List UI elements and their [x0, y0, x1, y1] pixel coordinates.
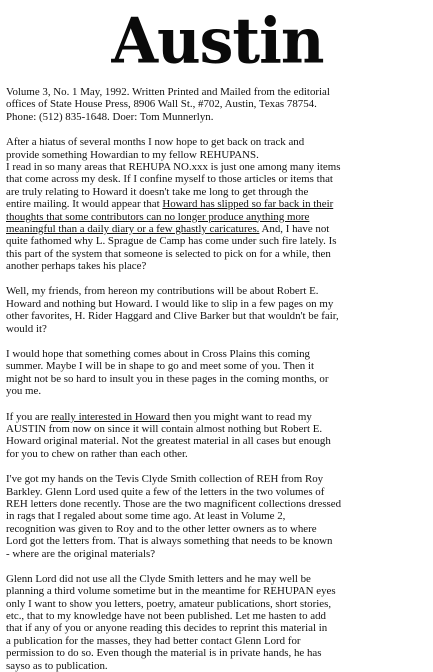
paragraph-line: planning a third volume sometime but in the meantime for REHUPAN eyes: [6, 585, 336, 598]
paragraph-line: other favorites, H. Rider Haggard and Clive Barker but that wouldn't be fair,: [6, 310, 339, 323]
publication-info: [6, 86, 429, 123]
paragraph-line: thoughts that some contributors can no longer produce anything more: [6, 210, 310, 223]
paragraph-line: AUSTIN from now on since it will contain almost nothing but Robert E.: [6, 422, 323, 435]
article-paragraph: [6, 136, 429, 272]
article-paragraph: [6, 573, 429, 672]
paragraph-line: sayso as to publication.: [6, 659, 108, 672]
publication-info-line: Phone: (512) 835-1648. Doer: Tom Munnerlyn.: [6, 110, 214, 123]
paragraph-line: I would hope that something comes about in Cross Plains this coming: [6, 348, 311, 361]
masthead-text: Austin: [111, 5, 324, 79]
paragraph-line: I've got my hands on the Tevis Clyde Smith collection of REH from Roy: [6, 473, 324, 486]
paragraph-line: for you to chew on rather than each other.: [6, 447, 188, 460]
paragraph-line: summer. Maybe I will be in shape to go and meet some of you. Then it: [6, 360, 315, 373]
paragraph-line: a publication for the masses, they had better contact Glenn Lord for: [6, 634, 301, 647]
paragraph-line: are truly relating to Howard it doesn't take me long to get through the: [6, 185, 309, 198]
paragraph-line: Lord got the letters from. That is always something that needs to be known: [6, 535, 333, 548]
paragraph-line: Well, my friends, from hereon my contributions will be about Robert E.: [6, 285, 319, 298]
article-paragraph: [6, 411, 429, 461]
paragraph-line: If you are really interested in Howard then you might want to read my: [6, 410, 312, 423]
publication-info-line: offices of State House Press, 8906 Wall St., #702, Austin, Texas 78754.: [6, 98, 317, 111]
paragraph-line: Howard and nothing but Howard. I would like to slip in a few pages on my: [6, 297, 334, 310]
paragraph-line: After a hiatus of several months I now hope to get back on track and: [6, 136, 305, 149]
paragraph-line: this part of the system that someone is selected to pick on for a while, then: [6, 247, 331, 260]
paragraph-line: in rags that I regaled about some time ago. At least in Volume 2,: [6, 510, 286, 523]
paragraph-line: only I want to show you letters, poetry, amateur publications, short stories,: [6, 597, 332, 610]
masthead-title: [6, 5, 429, 84]
paragraph-line: REH letters done recently. Those are the two magnificent collections dressed: [6, 497, 342, 510]
paragraph-line: Howard original material. Not the greatest material in all cases but enough: [6, 435, 331, 448]
paragraph-line: Glenn Lord did not use all the Clyde Smith letters and he may well be: [6, 572, 311, 585]
paragraph-line: Barkley. Glenn Lord used quite a few of the letters in the two volumes of: [6, 485, 325, 498]
article-paragraph: [6, 285, 429, 335]
paragraph-line: I read in so many areas that REHUPA NO.xxx is just one among many items: [6, 160, 341, 173]
paragraph-line: meaningful than a daily diary or a few ghastly caricatures. And, I have not: [6, 222, 330, 235]
article-body: [6, 136, 429, 672]
paragraph-line: recognition was given to Roy and to the other letter owners as to where: [6, 522, 317, 535]
paragraph-line: entire mailing. It would appear that Howard has slipped so far back in their: [6, 198, 334, 211]
paragraph-line: provide something Howardian to my fellow REHUPANS.: [6, 148, 259, 161]
paragraph-line: might not be so hard to insult you in these pages in the coming months, or: [6, 372, 329, 385]
paragraph-line: permission to do so. Even though the material is in private hands, he has: [6, 647, 322, 660]
paragraph-line: etc., that to my knowledge have not been published. Let me hasten to add: [6, 610, 326, 623]
article-paragraph: [6, 348, 429, 398]
paragraph-line: that come across my desk. If I confine myself to those articles or items that: [6, 173, 333, 186]
paragraph-line: another perhaps takes his place?: [6, 260, 147, 273]
paragraph-line: - where are the original materials?: [6, 547, 156, 560]
paragraph-line: quite fathomed why L. Sprague de Camp has come under such fire lately. Is: [6, 235, 337, 248]
publication-info-line: Volume 3, No. 1 May, 1992. Written Printed and Mailed from the editorial: [6, 86, 330, 98]
paragraph-line: would it?: [6, 322, 47, 335]
article-paragraph: [6, 473, 429, 560]
newsletter-page: [6, 0, 429, 672]
paragraph-line: you me.: [6, 385, 42, 398]
paragraph-line: that if any of you or anyone reading this decides to reprint this material in: [6, 622, 328, 635]
